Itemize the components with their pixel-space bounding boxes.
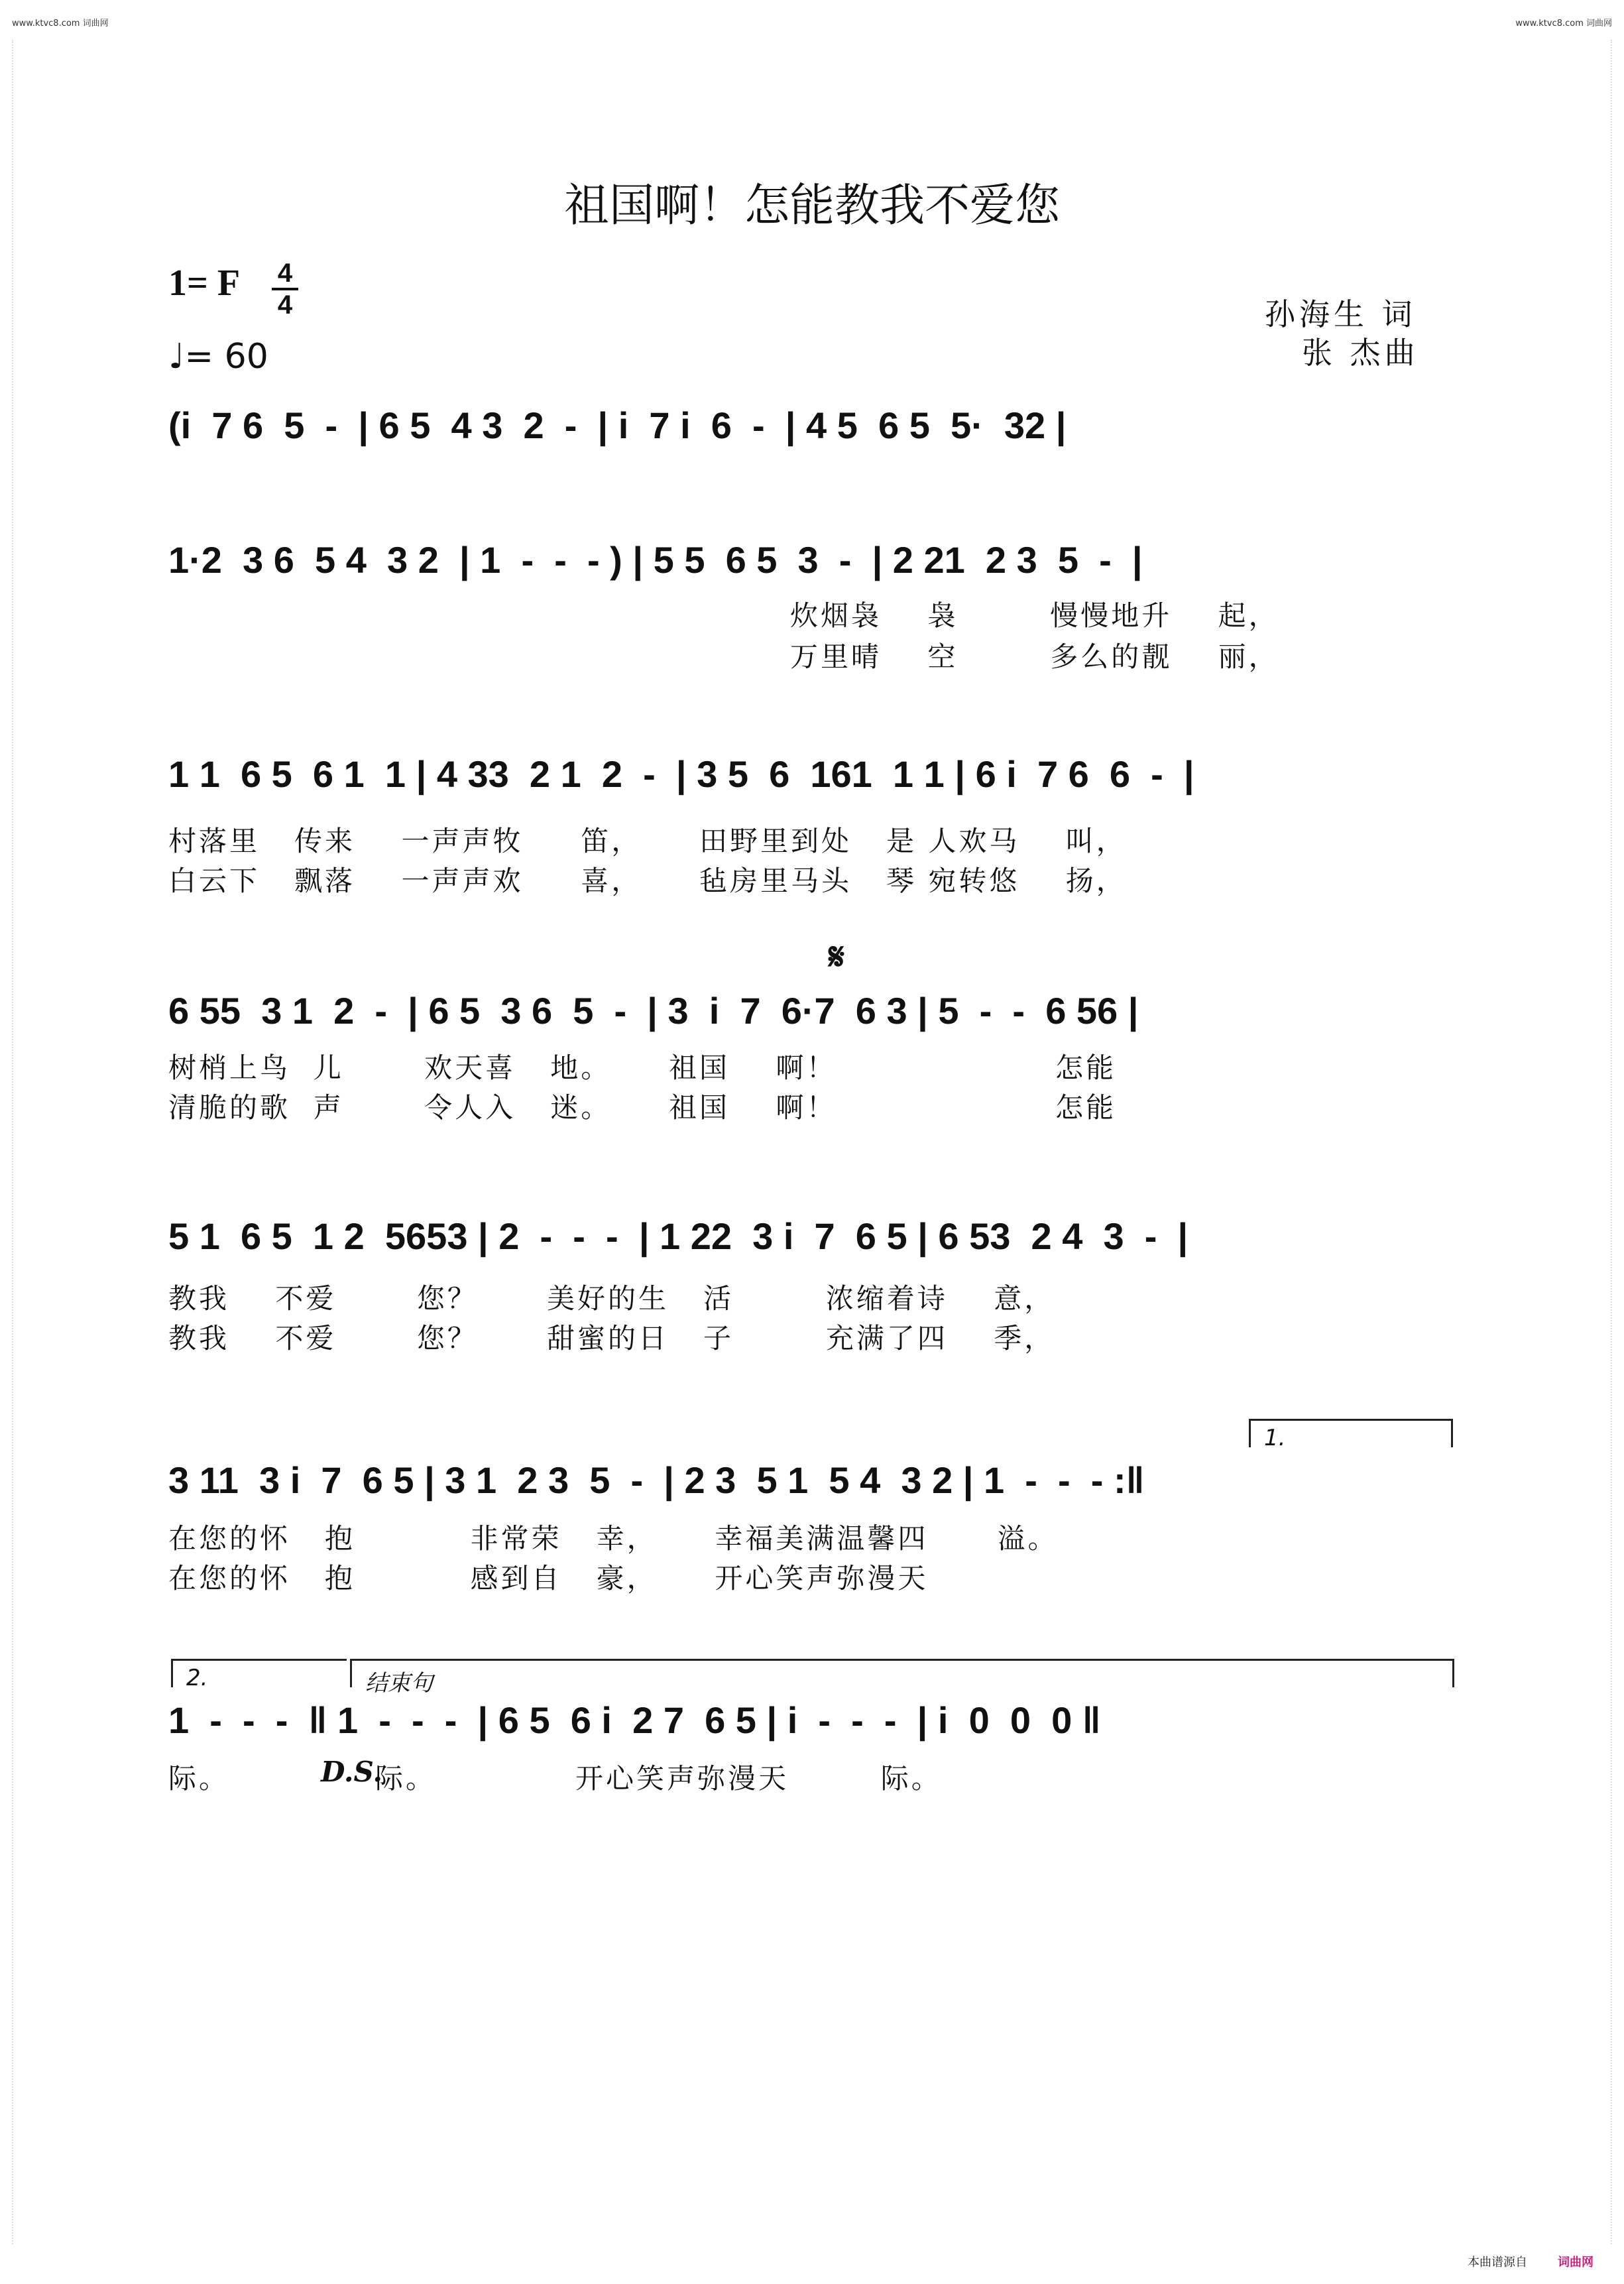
- song-title: 祖国啊！怎能教我不爱您: [563, 180, 1060, 232]
- score-row-4: 6 55 3 1 2 - | 6 5 3 6 5 - | 3 i 7 6·7 6 3 | 5 - - 6 56 |: [168, 990, 1139, 1032]
- lyric-row-7-a: 际。: [168, 1762, 230, 1795]
- score-row-1: (i 7 6 5 - | 6 5 4 3 2 - | i 7 i 6 - | 4 5 6 5 5· 32 |: [168, 404, 1067, 446]
- score-row-5: 5 1 6 5 1 2 5653 | 2 - - - | 1 22 3 i 7 6 5 | 6 53 2 4 3 - |: [168, 1215, 1189, 1257]
- right-margin-strip: [1611, 40, 1621, 2244]
- segno-sign: 𝄋: [829, 935, 845, 979]
- lyric-row-2-verse-1: 炊烟袅 袅 慢慢地升 起，: [790, 599, 1279, 632]
- lyric-row-3-verse-1: 村落里 传来 一声声牧 笛， 田野里到处 是 人欢马 叫，: [168, 825, 1127, 857]
- coda-bracket: [350, 1659, 1454, 1697]
- second-ending-bracket: [171, 1659, 347, 1691]
- second-ending-label: 2.: [186, 1665, 208, 1691]
- composer-credit: 张 杰曲: [1302, 335, 1419, 371]
- lyric-row-2-verse-2: 万里晴 空 多么的靓 丽，: [790, 640, 1279, 673]
- coda-label: 结束句: [365, 1670, 433, 1697]
- footer-brand-link[interactable]: 词曲网: [1558, 2255, 1594, 2269]
- score-row-6: 3 11 3 i 7 6 5 | 3 1 2 3 5 - | 2 3 5 1 5 4 3 2 | 1 - - - :‖: [168, 1459, 1145, 1501]
- site-label-left: www.ktvc8.com 词曲网: [12, 19, 109, 29]
- time-signature: [272, 260, 298, 318]
- lyric-row-6-verse-2: 在您的怀 抱 感到自 豪， 开心笑声弥漫天: [168, 1562, 929, 1594]
- tempo-marking: ♩= 60: [168, 337, 268, 377]
- left-margin-strip: [3, 40, 13, 2244]
- site-label-right: www.ktvc8.com 词曲网: [1515, 19, 1612, 29]
- time-signature-top: 4: [277, 259, 293, 288]
- lyricist-credit: 孙海生 词: [1265, 296, 1417, 332]
- time-signature-bottom: 4: [277, 290, 293, 320]
- footer-source-label: 本曲谱源自: [1468, 2255, 1527, 2269]
- dal-segno-mark: D.S.: [321, 1756, 383, 1788]
- lyric-row-7-b: 际。: [375, 1762, 437, 1795]
- first-ending-bracket: [1249, 1419, 1453, 1451]
- score-row-7: 1 - - - ‖ 1 - - - | 6 5 6 i 2 7 6 5 | i - - - | i 0 0 0 ‖: [168, 1699, 1101, 1741]
- lyric-row-4-verse-1: 树梢上鸟 儿 欢天喜 地。 祖国 啊！ 怎能: [168, 1052, 1117, 1084]
- lyric-row-4-verse-2: 清脆的歌 声 令人入 迷。 祖国 啊！ 怎能: [168, 1091, 1117, 1124]
- key-signature: 1= F: [168, 263, 241, 304]
- lyric-row-3-verse-2: 白云下 飘落 一声声欢 喜， 毡房里马头 琴 宛转悠 扬，: [168, 865, 1127, 897]
- lyric-row-5-verse-1: 教我 不爱 您？ 美好的生 活 浓缩着诗 意，: [168, 1282, 1055, 1315]
- first-ending-label: 1.: [1264, 1425, 1286, 1451]
- lyric-row-6-verse-1: 在您的怀 抱 非常荣 幸， 幸福美满温馨四 溢。: [168, 1522, 1059, 1555]
- score-row-2: 1·2 3 6 5 4 3 2 | 1 - - - ) | 5 5 6 5 3 - | 2 21 2 3 5 - |: [168, 539, 1143, 581]
- score-row-3: 1 1 6 5 6 1 1 | 4 33 2 1 2 - | 3 5 6 161 1 1 | 6 i 7 6 6 - |: [168, 753, 1194, 795]
- lyric-row-7-c: 开心笑声弥漫天 际。: [575, 1762, 942, 1795]
- lyric-row-5-verse-2: 教我 不爱 您？ 甜蜜的日 子 充满了四 季，: [168, 1322, 1055, 1354]
